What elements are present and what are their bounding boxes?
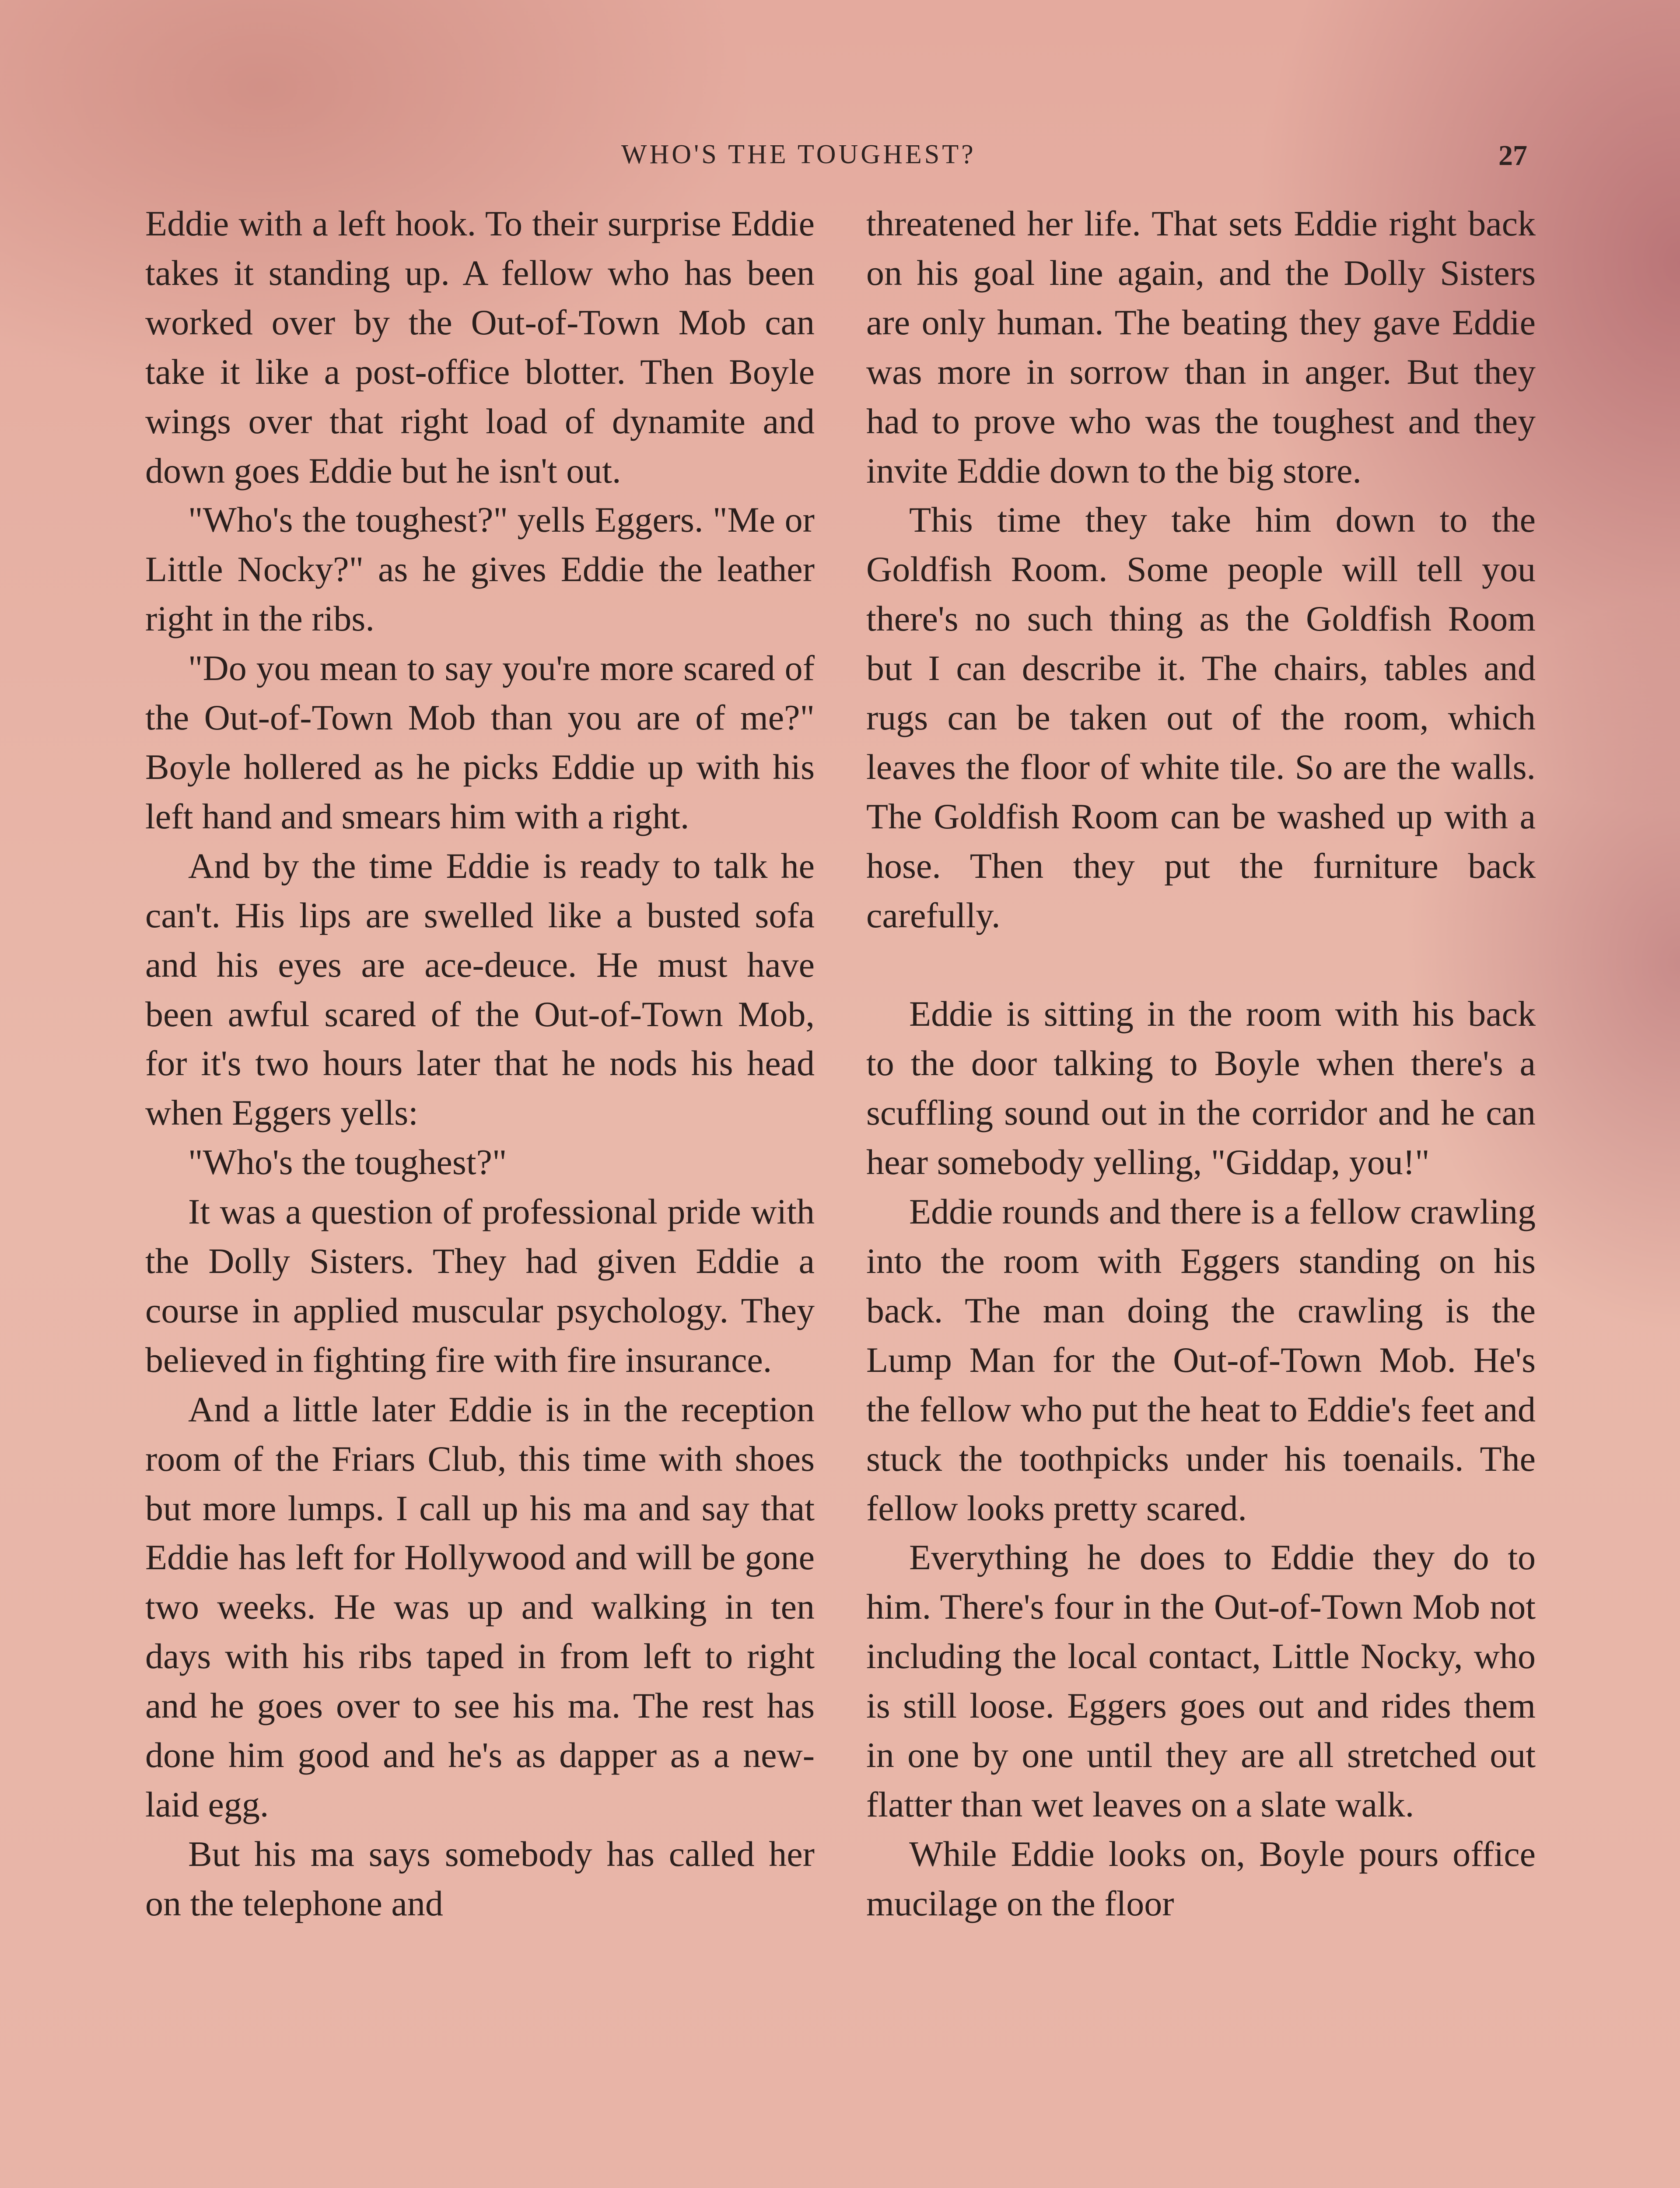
page-number: 27 xyxy=(1498,140,1527,172)
paragraph: "Who's the toughest?" xyxy=(188,1142,507,1182)
paragraph: Eddie is sitting in the room with his back to the door talking to Boyle when there's a scuffling sound out in the corridor and he can hear somebody yelling, "Giddap, you!" xyxy=(866,994,1536,1182)
running-title: WHO'S THE TOUGHEST? xyxy=(621,140,976,169)
left-text-column xyxy=(145,199,815,1929)
page-header xyxy=(0,139,1680,174)
paragraph: And by the time Eddie is ready to talk he can't. His lips are swelled like a busted sofa and his eyes are ace-deuce. He must have been awful scared of the Out-of-Town Mob, for it's two hours later that he nods his head when Eggers yells: xyxy=(145,845,815,1133)
paragraph: While Eddie looks on, Boyle pours office mucilage on the floor xyxy=(866,1834,1536,1923)
paragraph: It was a question of professional pride with the Dolly Sisters. They had given Eddie a course in applied muscular psychology. They believed in fighting fire with fire insurance. xyxy=(145,1192,815,1380)
paragraph: Everything he does to Eddie they do to him. There's four in the Out-of-Town Mob not including the local contact, Little Nocky, who is still loose. Eggers goes out and rides them in one by one until they are all stretched out flatter than wet leaves on a slate walk. xyxy=(866,1537,1536,1824)
paragraph: threatened her life. That sets Eddie right back on his goal line again, and the Dolly Sisters are only human. The beating they gave Eddie was more in sorrow than in anger. But they had to prove who was the toughest and they invite Eddie down to the big store. xyxy=(866,203,1536,491)
paragraph: Eddie rounds and there is a fellow crawling into the room with Eggers standing on his back. The man doing the crawling is the Lump Man for the Out-of-Town Mob. He's the fellow who put the heat to Eddie's feet and stuck the toothpicks under his toenails. The fellow looks pretty scared. xyxy=(866,1192,1536,1528)
paragraph: Eddie with a left hook. To their surprise Eddie takes it standing up. A fellow who has been worked over by the Out-of-Town Mob can take it like a post-office blotter. Then Boyle wings over that right load of dynamite and down goes Eddie but he isn't out. xyxy=(145,203,815,491)
paragraph: This time they take him down to the Goldfish Room. Some people will tell you there's no such thing as the Goldfish Room but I can describe it. The chairs, tables and rugs can be taken out of the room, which leaves the floor of white tile. So are the walls. The Goldfish Room can be washed up with a hose. Then they put the furniture back carefully. xyxy=(866,500,1536,935)
paragraph: And a little later Eddie is in the reception room of the Friars Club, this time with shoes but more lumps. I call up his ma and say that Eddie has left for Hollywood and will be gone two weeks. He was up and walking in ten days with his ribs taped in from left to right and he goes over to see his ma. The rest has done him good and he's as dapper as a new-laid egg. xyxy=(145,1389,815,1824)
paragraph: "Do you mean to say you're more scared of the Out-of-Town Mob than you are of me?" Boyle hollered as he picks Eddie up with his left hand and smears him with a right. xyxy=(145,648,815,836)
paragraph: But his ma says somebody has called her on the telephone and xyxy=(145,1834,815,1923)
paragraph: "Who's the toughest?" yells Eggers. "Me or Little Nocky?" as he gives Eddie the leather right in the ribs. xyxy=(145,500,815,639)
right-text-column xyxy=(866,199,1536,1929)
